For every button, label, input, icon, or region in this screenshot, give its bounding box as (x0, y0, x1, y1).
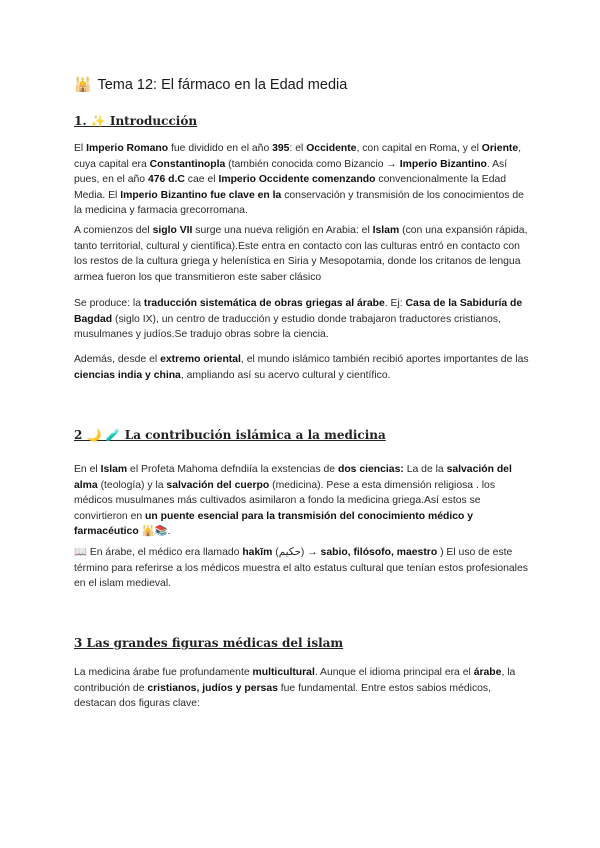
text-run: fue fundamental. Entre estos sabios médicos, destacan dos figuras clave: (74, 682, 491, 710)
bold-text-run: Imperio Bizantino (399, 158, 487, 170)
document-title-text: Tema 12: El fármaco en la Edad media (97, 77, 348, 93)
bold-text-run: siglo VII (152, 225, 193, 236)
bold-text-run: un puente esencial para la transmisión del conocimiento médico y farmacéutico (74, 510, 474, 538)
section-1-heading: 1. ✨ Introducción (74, 114, 198, 128)
text-run: : el (289, 143, 307, 154)
document-title (74, 76, 347, 93)
bold-text-run: salvación del cuerpo (166, 479, 270, 491)
section-3-heading: 3 Las grandes figuras médicas del islam (74, 636, 344, 650)
text-run: el Profeta Mahoma defndiía la exstencias de (127, 464, 338, 475)
bold-text-run: Islam (100, 464, 128, 475)
text-run: En el (74, 464, 101, 475)
section-3-paragraph-1 (74, 665, 530, 712)
text-run: ) El uso de este término para referirse a los médicos muestra el alto estatus cultural que tenían estos profesionales en el islam medieval. (74, 547, 528, 590)
text-run: Además, desde el (74, 354, 161, 365)
bold-text-run: Imperio Bizantino fue clave en la (120, 189, 282, 201)
text-run: La medicina árabe fue profundamente (74, 667, 253, 678)
text-run: 🕌📚. (138, 526, 171, 538)
section-2-paragraph-1 (74, 462, 530, 540)
section-1-paragraph-2 (74, 223, 530, 285)
text-run: , cuya capital era (74, 143, 522, 170)
text-run: (también conocida como Bizancio → (225, 158, 400, 170)
bold-text-run: hakīm (242, 547, 273, 558)
bold-text-run: Constantinopla (149, 158, 226, 170)
text-run: El (74, 143, 87, 154)
bold-text-run: multicultural (252, 667, 315, 678)
bold-text-run: árabe (473, 667, 502, 678)
text-run: La de la (403, 464, 447, 475)
bold-text-run: sabio, filósofo, maestro (320, 547, 438, 558)
text-run: (teología) y la (97, 479, 167, 491)
text-run: cae el (184, 174, 219, 186)
text-run: . Ej: (384, 298, 406, 309)
bold-text-run: traducción sistemática de obras griegas al árabe (143, 298, 385, 309)
text-run: Se produce: la (74, 298, 144, 309)
bold-text-run: 476 d.C (147, 174, 185, 186)
text-run: (con una expansión rápida, tanto territorial, cultural y científica).Este entra en contacto con las culturas entró en contacto con los restos de la cultura griega y helenística en Siria y Mesopotamia, donde los critanos de lengua armea fueron los que transmitieron este saber clásico (74, 225, 528, 283)
text-run: , ampliando así su acervo cultural y científico. (180, 369, 391, 381)
bold-text-run: ciencias india y china (74, 369, 181, 381)
text-run: , la contribución de (74, 667, 516, 694)
text-run: surge una nueva religión en Arabia: el (192, 225, 373, 236)
section-1-paragraph-3 (74, 296, 530, 343)
text-run: (حكيم) → (272, 547, 321, 558)
text-run: fue dividido en el año (168, 143, 273, 154)
text-run: , el mundo islámico también recibió aportes importantes de las (240, 354, 529, 365)
bold-text-run: Islam (372, 225, 400, 236)
section-2-paragraph-2 (74, 545, 530, 592)
bold-text-run: salvación del alma (74, 464, 512, 491)
text-run: A comienzos del (74, 225, 153, 236)
bold-text-run: Imperio Occidente comenzando (218, 174, 376, 186)
bold-text-run: Casa de la Sabiduría de Bagdad (74, 298, 523, 325)
text-run: . Aunque el idioma principal era el (314, 667, 474, 678)
mosque-icon: 🕌 (74, 76, 92, 92)
text-run: 📖 En árabe, el médico era llamado (74, 547, 243, 558)
section-1-paragraph-4 (74, 352, 530, 383)
bold-text-run: Imperio Romano (86, 143, 169, 154)
text-run: (medicina). Pese a esta dimensión religiosa . los médicos musulmanes más cultivados asimilaron a fondo la medicina griega.Así estos se convirtieron en (74, 479, 496, 522)
section-1-paragraph-1 (74, 141, 530, 219)
bold-text-run: Oriente (481, 143, 519, 154)
bold-text-run: extremo oriental (160, 354, 241, 365)
section-2-heading: 2 🌙 🧪 La contribución islámica a la medicina (74, 428, 386, 442)
bold-text-run: 395 (272, 143, 290, 154)
text-run: (siglo IX), un centro de traducción y estudio donde trabajaron traductores cristianos, musulmanes y judíos.Se tradujo obras sobre la ciencia. (74, 313, 501, 341)
text-run: convencionalmente la Edad Media. El (74, 174, 507, 201)
bold-text-run: dos ciencias: (337, 464, 404, 475)
text-run: , con capital en Roma, y el (356, 143, 482, 154)
bold-text-run: Occidente (306, 143, 357, 154)
text-run: conservación y transmisión de los conocimientos de la medicina y farmacia grecorromana. (74, 189, 524, 217)
text-run: . Así pues, en el año (74, 158, 508, 186)
bold-text-run: cristianos, judíos y persas (147, 682, 278, 694)
